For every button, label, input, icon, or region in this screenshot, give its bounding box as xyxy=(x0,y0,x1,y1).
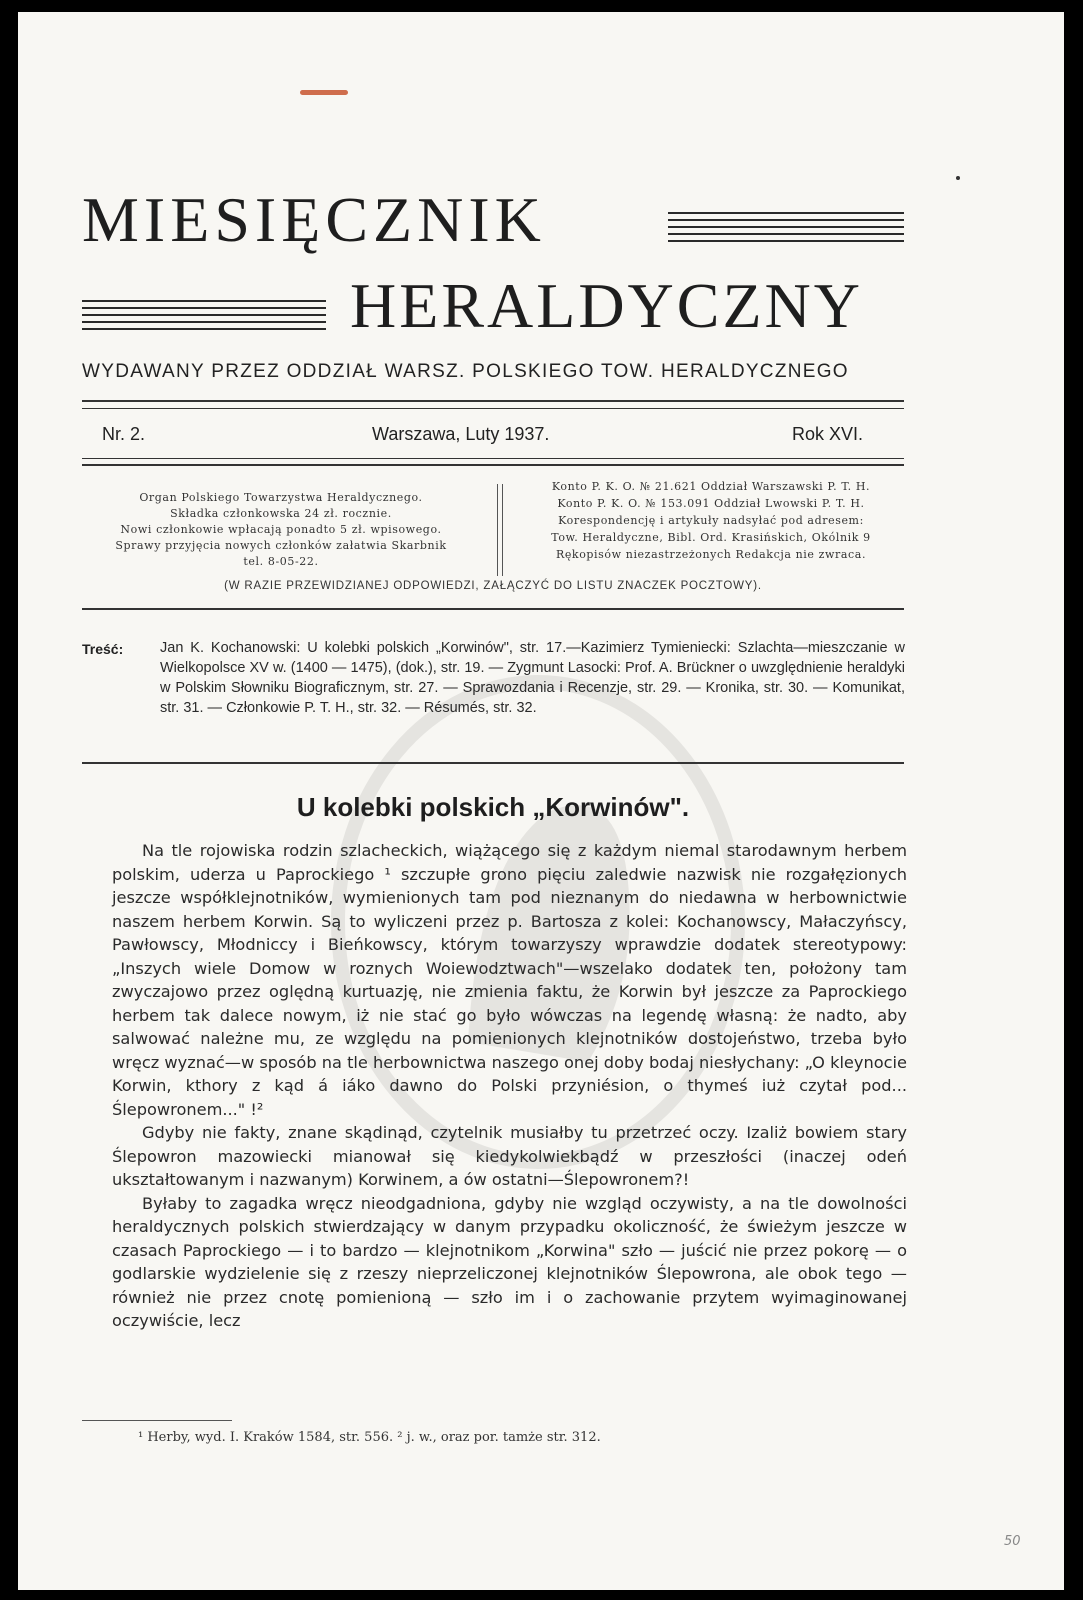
article-paragraph: Na tle rojowiska rodzin szlacheckich, wiążącego się z każdym niemal starodawnym herbem polskim, uderza u Paprockiego ¹ szczupłe grono pięciu zaledwie nazwisk nie rozgałęzionych jeszcze współklejnotników, wymienionych tam pod nieznanym do niedawna w herbownictwie naszem herbem Korwin. Są to wyliczeni przez p. Bartosza z kolei: Kochanowscy, Małaczyńscy, Pawłowscy, Młodniccy i Bieńkowscy, którym towarzyszy wprawdzie dodatek stereotypowy: „Inszych wiele Domow w roznych Woiewodztwach"—wszelako dodatek ten, położony tam zwyczajowo przez oględną kurtuazję, nie zmienia faktu, że Korwin był jeszcze za Paprockiego herbem tak dalece nowym, iż nie stać go było wówczas na legendę własną: że nadto, aby salwować należne mu, ze względu na pomienionych klejnotników dostojeństwo, trzeba było wręcz wyznać—w sposób na tle herbownictwa naszego onej doby bodaj niesłychany: „O kleynocie Korwin, kthory z kąd á iáko dawno do Polski przyniésion, o thymeś iuż czytał pod... Ślepowronem..." !² xyxy=(112,841,907,1119)
info-left-line: Składka członkowska 24 zł. rocznie. xyxy=(170,507,392,520)
info-right-line: Konto P. K. O. № 21.621 Oddział Warszawski P. T. H. xyxy=(551,480,871,493)
contents-label: Treść: xyxy=(82,641,124,657)
article-title: U kolebki polskich „Korwinów". xyxy=(296,792,690,822)
footnote-rule xyxy=(82,1420,232,1421)
divider xyxy=(82,762,904,764)
issue-year: Rok XVI. xyxy=(792,424,864,444)
divider xyxy=(82,464,904,466)
masthead-title-line1: MIESIĘCZNIK xyxy=(82,184,546,255)
info-right xyxy=(518,478,904,563)
article-paragraph: Gdyby nie fakty, znane skądinąd, czytelnik musiałby tu przetrzeć oczy. Izaliż bowiem stary Ślepowron mazowiecki mianował się kiedykolwiekbądź w przeszłości (inaczej odeń ukształtowanym i nazwanym) Korwinem, a ów ostatni—Ślepowronem?! xyxy=(112,1123,907,1189)
info-left-line: Nowi członkowie wpłacają ponadto 5 zł. wpisowego. xyxy=(120,523,442,536)
issue-line xyxy=(82,424,904,450)
column-separator xyxy=(497,484,498,576)
column-separator xyxy=(502,484,503,576)
info-right-line: Konto P. K. O. № 153.091 Oddział Lwowski P. T. H. xyxy=(557,497,865,510)
info-left xyxy=(82,490,480,570)
info-left-line: Sprawy przyjęcia nowych członków załatwia Skarbnik xyxy=(115,539,447,552)
notice: (W RAZIE PRZEWIDZIANEJ ODPOWIEDZI, ZAŁĄCZYĆ DO LISTU ZNACZEK POCZTOWY). xyxy=(224,580,762,592)
footnote: ¹ Herby, wyd. I. Kraków 1584, str. 556. ² j. w., oraz por. tamże str. 312. xyxy=(138,1430,601,1445)
issue-number: Nr. 2. xyxy=(102,424,146,444)
article-body xyxy=(112,839,907,1333)
divider xyxy=(82,400,904,402)
divider xyxy=(82,408,904,409)
info-right-line: Korespondencję i artykuły nadsyłać pod adresem: xyxy=(558,514,864,527)
divider xyxy=(82,458,904,459)
masthead-subtitle: WYDAWANY PRZEZ ODDZIAŁ WARSZ. POLSKIEGO TOW. HERALDYCZNEGO xyxy=(82,361,849,382)
page-number-mark: 50 xyxy=(1004,1534,1021,1549)
info-left-line: Organ Polskiego Towarzystwa Heraldycznego. xyxy=(139,491,423,504)
article-paragraph: Byłaby to zagadka wręcz nieodgadniona, gdyby nie wzgląd oczywisty, a na tle dowolności heraldycznych polskich stwierdzający w danym przypadku okoliczność, że świeżym jeszcze w czasach Paprockiego — i to bardzo — klejnotnikom „Korwina" szło — juścić nie przez pokorę — o godlarskie wydzielenie się z rzeszy nieprzeliczonej klejnotników Ślepowrona, ale obok tego — również nie przez cnotę pomienioną — szło im i o zachowanie przytem wyimaginowanej oczywiście, lecz xyxy=(112,1193,907,1330)
contents-text: Jan K. Kochanowski: U kolebki polskich „Korwinów", str. 17.—Kazimierz Tymieniecki: Szlachta—mieszczanie w Wielkopolsce XV w. (1400 — 1475), (dok.), str. 19. — Zygmunt Lasocki: Prof. A. Brückner o uwzględnienie heraldyki w Polskim Słowniku Biograficznym, str. 27. — Sprawozdania i Recenzje, str. 29. — Kronika, str. 30. — Komunikat, str. 31. — Członkowie P. T. H., str. 32. — Résumés, str. 32. xyxy=(160,640,905,716)
info-left-line: tel. 8-05-22. xyxy=(243,555,319,568)
info-right-line: Tow. Heraldyczne, Bibl. Ord. Krasińskich, Okólnik 9 xyxy=(551,531,871,544)
masthead-rules-left xyxy=(82,300,326,335)
red-ink-mark xyxy=(300,90,348,95)
info-right-line: Rękopisów niezastrzeżonych Redakcja nie zwraca. xyxy=(555,548,867,561)
issue-place-date: Warszawa, Luty 1937. xyxy=(372,424,550,444)
masthead-title-line2: HERALDYCZNY xyxy=(350,270,863,341)
ink-speck xyxy=(956,176,960,180)
divider xyxy=(82,608,904,610)
masthead-rules-right xyxy=(668,212,904,247)
document-page xyxy=(18,12,1064,1590)
